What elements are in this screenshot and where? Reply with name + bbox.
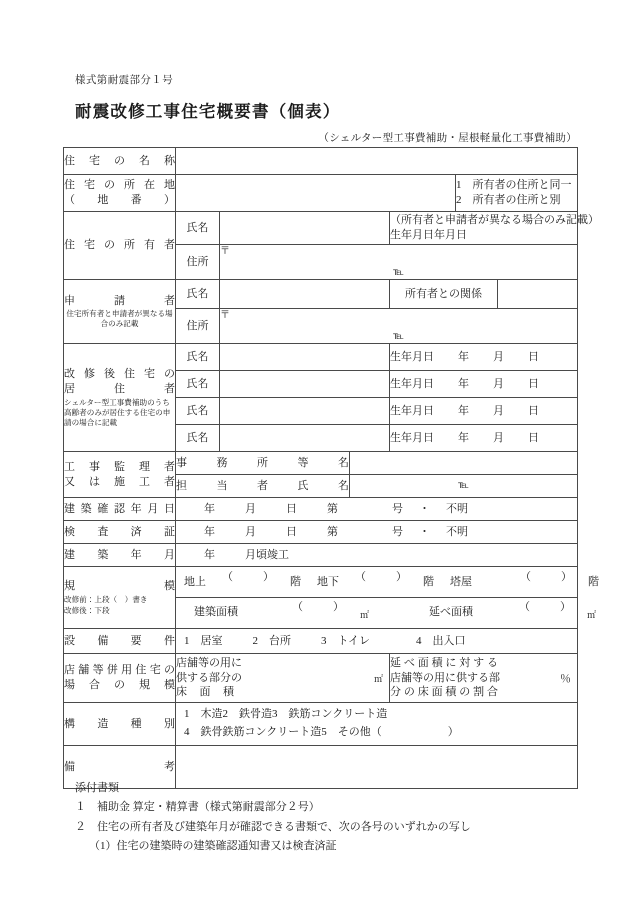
table-row-owner-name: [64, 212, 578, 245]
table-row-facility: [64, 629, 578, 654]
confirm-date-label: 建築確認年月日: [64, 498, 176, 521]
shop-floor-area-field[interactable]: 店舗等の用に 供する部分の 床面積 ㎡: [176, 654, 390, 703]
resident-name-label: 氏名: [176, 344, 220, 371]
resident-birthdate-fields[interactable]: 生年月日 年 月 日: [390, 371, 578, 398]
applicant-name-label: 氏名: [176, 280, 220, 309]
inspection-cert-label: 検査済証: [64, 521, 176, 544]
inspection-cert-fields[interactable]: 年 月 日 第 号 ・ 不明: [176, 521, 578, 544]
table-row-structure: [64, 703, 578, 746]
supervisor-tel-mark: ℡: [458, 480, 469, 492]
owner-name-label: 氏名: [176, 212, 220, 245]
percent-unit: ％: [560, 673, 572, 685]
office-name-input[interactable]: [350, 452, 578, 475]
resident-name-label: 氏名: [176, 425, 220, 452]
facility-option-3[interactable]: 3 トイレ: [321, 634, 370, 647]
scale-area-fields[interactable]: 建築面積 （ ）㎡ 延べ面積 （ ）㎡: [176, 598, 578, 629]
build-date-fields[interactable]: 年 月頃竣工: [176, 544, 578, 567]
attachment-item-2-1: （1）住宅の建築時の建築確認通知書又は検査済証: [89, 839, 337, 852]
table-row-build-date: [64, 544, 578, 567]
attachment-item-1: １ 補助金 算定・精算書（様式第耐震部分２号）: [75, 801, 320, 814]
structure-label: 構造種別: [64, 703, 176, 746]
table-row-shop-scale: [64, 654, 578, 703]
table-row-applicant-name: [64, 280, 578, 309]
office-name-label: 事務所等名: [176, 452, 350, 475]
shop-area-unit: ㎡: [373, 674, 383, 684]
applicant-label: 申請者 住宅所有者と申請者が異なる場合のみ記載: [64, 280, 176, 344]
table-row-inspection-cert: [64, 521, 578, 544]
owner-relation-input[interactable]: [498, 280, 578, 309]
location-option-1[interactable]: 1 所有者の住所と同一: [456, 179, 572, 192]
location-label: 住宅の所在地 （ 地 番 ）: [64, 175, 176, 212]
build-date-label: 建築年月: [64, 544, 176, 567]
owner-address-input[interactable]: [220, 245, 578, 280]
house-name-label: 住宅の名称: [64, 148, 176, 175]
applicant-address-input[interactable]: [220, 309, 578, 344]
staff-name-label: 担当者氏名: [176, 475, 350, 498]
scale-floor-fields[interactable]: 地上 （ ） 階 地下 （ ） 階 塔屋 （ ） 階: [176, 567, 578, 598]
shop-area-ratio-field[interactable]: 延べ面積に対する 店舗等の用に供する部 分の床面積の割合 ％: [390, 654, 578, 703]
location-option-2[interactable]: 2 所有者の住所と別: [456, 194, 561, 206]
owner-different-note: （所有者と申請者が異なる場合のみ記載）: [390, 214, 599, 227]
facility-option-4[interactable]: 4 出入口: [415, 634, 466, 647]
structure-option-3[interactable]: 3 鉄筋コンクリート造: [272, 708, 388, 721]
structure-option-4[interactable]: 4 鉄骨鉄筋コンクリート造: [184, 726, 322, 738]
postal-code-mark: 〒: [220, 310, 230, 321]
location-options[interactable]: [456, 175, 578, 212]
owner-tel-mark: ℡: [393, 266, 404, 278]
housing-summary-table: [63, 147, 599, 789]
table-row-confirm-date: [64, 498, 578, 521]
resident-name-label: 氏名: [176, 371, 220, 398]
attachment-item-2: ２ 住宅の所有者及び建築年月が確認できる書類で、次の各号のいずれかの写し: [75, 820, 471, 833]
resident-label: 改修後住宅の 居住者 シェルター型工事費補助のうち高齢者のみが居住する住宅の申請の場合に記載: [64, 344, 176, 452]
page-title: 耐震改修工事住宅概要書（個表）: [75, 102, 341, 121]
house-name-input[interactable]: [176, 148, 578, 175]
table-row-supervisor-office: [64, 452, 578, 475]
owner-birthdate-block[interactable]: [390, 212, 599, 245]
applicant-tel-mark: ℡: [393, 330, 404, 342]
applicant-address-label: 住所: [176, 309, 220, 344]
resident-name-input[interactable]: [220, 344, 390, 371]
resident-name-label: 氏名: [176, 398, 220, 425]
shop-scale-label: 店舗等併用住宅の 場合の規模: [64, 654, 176, 703]
resident-birthdate-fields[interactable]: 生年月日 年 月 日: [390, 425, 578, 452]
attachments-section: [75, 779, 471, 856]
owner-relation-label: 所有者との関係: [390, 280, 498, 309]
owner-address-label: 住所: [176, 245, 220, 280]
applicant-name-input[interactable]: [220, 280, 390, 309]
staff-name-input[interactable]: [350, 475, 578, 498]
facility-option-1[interactable]: 1 居室: [184, 634, 223, 647]
owner-name-input[interactable]: [220, 212, 390, 245]
resident-name-input[interactable]: [220, 371, 390, 398]
facility-options[interactable]: [176, 629, 578, 654]
structure-option-2[interactable]: 2 鉄骨造: [222, 708, 272, 721]
owner-birthdate-fields[interactable]: 生年月日年月日: [390, 229, 467, 241]
resident-birthdate-fields[interactable]: 生年月日 年 月 日: [390, 398, 578, 425]
location-input[interactable]: [176, 175, 456, 212]
resident-name-input[interactable]: [220, 425, 390, 452]
scale-label: 規模 改修前：上段（ ）書き 改修後：下段: [64, 567, 176, 629]
table-row-resident-1: [64, 344, 578, 371]
form-code: 様式第耐震部分１号: [75, 75, 174, 86]
attachments-title: 添付書類: [75, 782, 119, 794]
facility-label: 設備要件: [64, 629, 176, 654]
table-row-scale-floors: [64, 567, 578, 598]
owner-label: 住宅の所有者: [64, 212, 176, 280]
resident-name-input[interactable]: [220, 398, 390, 425]
structure-option-1[interactable]: 1 木造: [184, 708, 223, 721]
supervisor-label: 工事監理者 又は施工者: [64, 452, 176, 498]
structure-option-5[interactable]: 5 その他（ ）: [321, 726, 459, 738]
subsidy-type-subtitle: （シェルター型工事費補助・屋根軽量化工事費補助）: [318, 133, 577, 144]
resident-birthdate-fields[interactable]: 生年月日 年 月 日: [390, 344, 578, 371]
structure-options[interactable]: [176, 703, 578, 746]
table-row-house-name: [64, 148, 578, 175]
postal-code-mark: 〒: [220, 246, 230, 257]
remarks-label: 備考: [64, 746, 176, 789]
facility-option-2[interactable]: 2 台所: [252, 634, 291, 647]
table-row-location: [64, 175, 578, 212]
confirm-date-fields[interactable]: 年 月 日 第 号 ・ 不明: [176, 498, 578, 521]
